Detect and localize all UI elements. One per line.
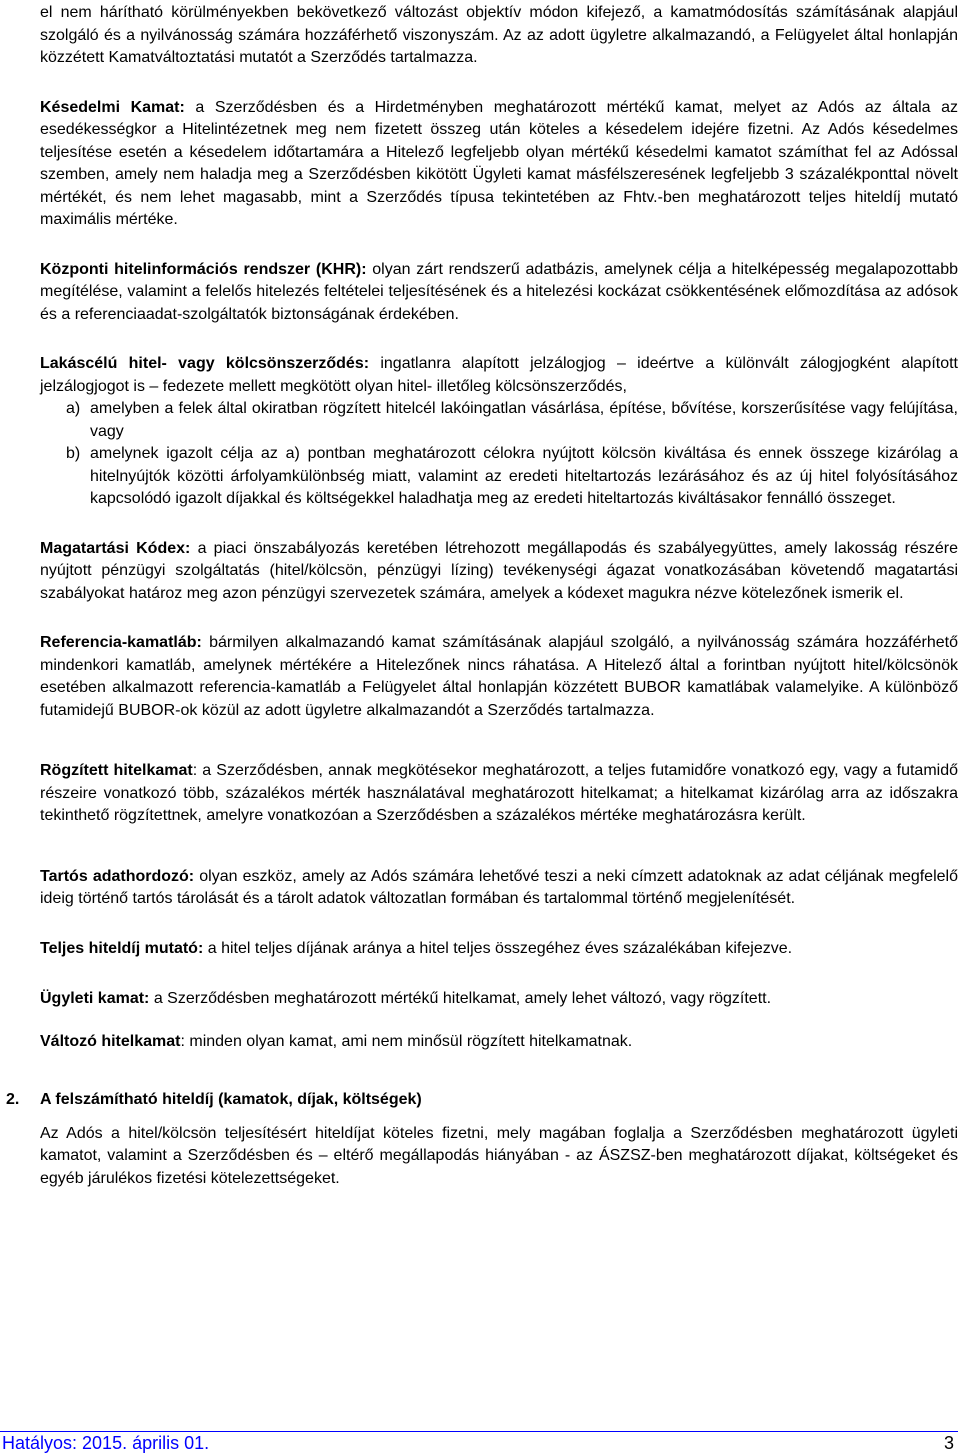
section-number: 2. <box>6 1091 20 1108</box>
section-paragraph: Az Adós a hitel/kölcsön teljesítésért hiteldíjat köteles fizetni, mely magában foglalja a Szerződésben meghatározott ügyleti kamatot, valamint a Szerződésben és – eltérő megállapodás hiányában - az ÁSZSZ-ben meghatározott díjakat, költségeket és egyéb járulékos fizetési kötelezettségeket. <box>40 1124 958 1187</box>
term: Magatartási Kódex: <box>40 539 191 557</box>
term: Referencia-kamatláb: <box>40 634 202 651</box>
term: Központi hitelinformációs rendszer (KHR): <box>40 260 367 278</box>
term: Ügyleti kamat: <box>40 990 150 1007</box>
term: Késedelmi Kamat: <box>40 98 185 116</box>
list-marker: b) <box>66 445 81 462</box>
definition-text: olyan zárt rendszerű adatbázis, amelynek célja a hitelképesség megalapozottabb megítélése, valamint a felelős hitelezés feltételei teljesítésének és a hitelezési kockázat csökkentésének előmozdítása az adósok és a referenciaadat-szolgáltatók biztonságának érdekében. <box>40 260 958 323</box>
definition-lead <box>40 353 958 398</box>
list-item <box>40 398 958 443</box>
definition-list <box>40 398 958 511</box>
definition-khr <box>40 259 958 327</box>
list-marker: a) <box>66 400 81 417</box>
definition-rogzitett-hitelkamat <box>40 760 958 828</box>
definition-kesedelmi-kamat <box>40 97 958 232</box>
term: Tartós adathordozó: <box>40 867 195 885</box>
term: Változó hitelkamat <box>40 1032 181 1050</box>
definition-referencia-kamatlab <box>40 632 958 722</box>
definition-text: a piaci önszabályozás keretében létrehozott megállapodás és szabályegyüttes, amely lakosság részére nyújtott pénzügyi szolgáltatás (hitel/kölcsön, pénzügyi lízing) tevékenységi ágazat vonatkozásában követendő magatartási szabályokat határoz meg azon pénzügyi szervezetek számára, amelyek a kódexet magukra nézve kötelezőnek ismerik el. <box>40 539 958 602</box>
definition-ugyleti-kamat <box>40 988 958 1011</box>
page-footer <box>0 1431 958 1453</box>
definition-text: bármilyen alkalmazandó kamat számításának alapjául szolgáló, a nyilvánosság számára hozzáférhető mindenkori kamatláb, amelynek mértékére a Hitelezőnek nincs ráhatása. A Hitelező által a forintban nyújtott hitel/kölcsönök esetében alkalmazott referencia-kamatláb a Felügyelet által honlapján közzétett BUBOR kamatlábak valamelyike. A különböző futamidejű BUBOR-ok közül az adott ügyletre alkalmazandót a Szerződés tartalmazza. <box>40 634 958 719</box>
document-page <box>6 0 959 1190</box>
definition-text: a hitel teljes díjának aránya a hitel teljes összegéhez éves százalékában kifejezve. <box>203 939 793 957</box>
definition-lakascelu-hitel <box>40 353 958 511</box>
section-heading <box>6 1089 958 1112</box>
definition-text: a Szerződésben és a Hirdetményben meghatározott mértékű kamat, melyet az Adós az általa az esedékességkor a Hitelintézetnek meg nem fizetett összeg után köteles a késedelem idejére fizetni. Az Adós késedelmes teljesítése esetén a késedelem időtartamára a Hitelező legfeljebb olyan mértékű késedelmi kamatot számíthat fel az Adóssal szemben, amely nem haladja meg a Szerződésben kikötött Ügyleti kamat másfélszeresének legfeljebb 3 százalékponttal növelt mértékét, és nem lehet magasabb, mint a Szerződés típusa tekintetében az Fhtv.-ben meghatározott teljes hiteldíj mutató maximális mértéke. <box>40 98 959 228</box>
definition-text: ingatlanra alapított jelzálogjog – ideértve a különvált zálogjogként alapított jelzálogjogot is – fedezete mellett megkötött olyan hitel- illetőleg kölcsönszerződés, <box>40 355 958 395</box>
list-item-text: amelynek igazolt célja az a) pontban meghatározott célokra nyújtott kölcsön kiváltása és ennek összege kizárólag a hitelnyújtók közötti árfolyamkülönbség miatt, valamint az eredeti hiteltartozás lezárásához és az új hitel folyósításához kapcsolódó igazolt díjakkal és költségekkel haladhatja meg az eredeti hiteltartozás kiváltásakor fennálló összeget. <box>90 445 958 507</box>
definition-magatartasi-kodex <box>40 538 958 606</box>
definition-valtozo-hitelkamat <box>40 1031 958 1054</box>
definition-text: : a Szerződésben, annak megkötésekor meghatározott, a teljes futamidőre vonatkozó egy, vagy a futamidő részeire vonatkozó több, százalékos mérték használatával meghatározott hitelkamat; a hitelkamat kizárólag arra az időszakra tekinthető rögzítettnek, amelyre vonatkozóan a Szerződésben a százalékos mértéke meghatározásra került. <box>40 762 958 824</box>
definition-text: : minden olyan kamat, ami nem minősül rögzített hitelkamatnak. <box>180 1032 633 1050</box>
page-number: 3 <box>943 1433 954 1453</box>
term: Rögzített hitelkamat <box>40 762 193 779</box>
list-item-text: amelyben a felek által okiratban rögzített hitelcél lakóingatlan vásárlása, építése, bővítése, korszerűsítése vagy felújítása, vagy <box>90 400 958 440</box>
definition-teljes-hiteldij-mutato <box>40 938 958 961</box>
list-item <box>40 443 958 511</box>
term: Lakáscélú hitel- vagy kölcsönszerződés: <box>40 355 370 372</box>
term: Teljes hiteldíj mutató: <box>40 939 204 957</box>
section-title: A felszámítható hiteldíj (kamatok, díjak, költségek) <box>40 1091 422 1108</box>
definition-text: olyan eszköz, amely az Adós számára lehetővé teszi a neki címzett adatoknak az adat céljának megfelelő ideig történő tartós tárolását és a tárolt adatok változatlan formában és tartalommal történő megjelenítését. <box>40 867 958 907</box>
intro-paragraph: el nem hárítható körülményekben bekövetkező változást objektív módon kifejező, a kamatmódosítás számításának alapjául szolgáló és a nyilvánosság számára hozzáférhető viszonyszám. Az az adott ügyletre alkalmazandó, a Felügyelet által honlapján közzétett Kamatváltoztatási mutatót a Szerződés tartalmazza. <box>40 4 958 66</box>
definition-tartos-adathordozo <box>40 866 958 911</box>
definition-text: a Szerződésben meghatározott mértékű hitelkamat, amely lehet változó, vagy rögzített. <box>149 990 772 1007</box>
effective-date: Hatályos: 2015. április 01. <box>2 1433 210 1453</box>
